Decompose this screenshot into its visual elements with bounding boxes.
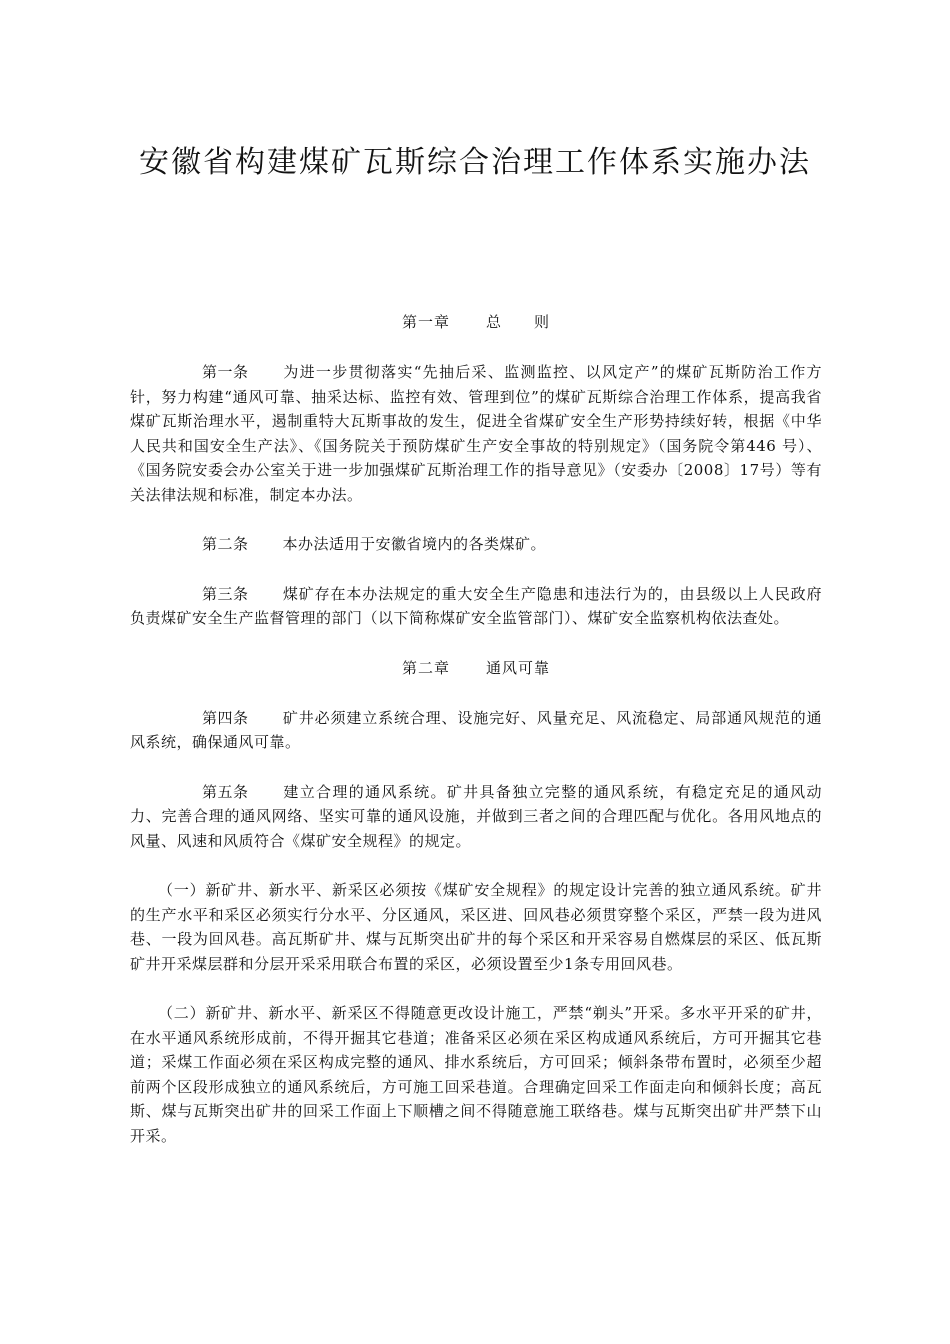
article-paragraph — [130, 582, 822, 631]
clause-text: （二）新矿井、新水平、新采区不得随意更改设计施工，严禁“剃头”开采。多水平开采的矿井，在水平通风系统形成前，不得开掘其它巷道；准备采区必须在采区构成通风系统后，方可开掘其它巷道；采煤工作面必须在采区构成完整的通风、排水系统后，方可回采；倾斜条带布置时，必须至少超前两个区段形成独立的通风系统后，方可施工回采巷道。合理确定回采工作面走向和倾斜长度；高瓦斯、煤与瓦斯突出矿井的回采工作面上下顺槽之间不得随意施工联络巷。煤与瓦斯突出矿井严禁下山开采。 — [130, 1004, 822, 1145]
chapter-number: 第二章 — [401, 658, 450, 677]
chapter-number: 第一章 — [401, 313, 450, 331]
article-text: 煤矿存在本办法规定的重大安全生产隐患和违法行为的，由县级以上人民政府负责煤矿安全生产监督管理的部门（以下简称煤矿安全监管部门）、煤矿安全监察机构依法查处。 — [130, 584, 822, 627]
article-number: 第三条 — [202, 584, 249, 603]
chapter-heading-2 — [130, 656, 822, 680]
article-text: 矿井必须建立系统合理、设施完好、风量充足、风流稳定、局部通风规范的通风系统，确保通风可靠。 — [130, 708, 822, 751]
document-title: 安徽省构建煤矿瓦斯综合治理工作体系实施办法 — [139, 145, 811, 180]
article-paragraph — [130, 706, 822, 755]
article-text: 建立合理的通风系统。矿井具备独立完整的通风系统，有稳定充足的通风动力、完善合理的通风网络、坚实可靠的通风设施，并做到三者之间的合理匹配与优化。各用风地点的风量、风速和风质符合《煤矿安全规程》的规定。 — [130, 782, 822, 850]
article-paragraph — [130, 360, 822, 507]
clause-text: （一）新矿井、新水平、新采区必须按《煤矿安全规程》的规定设计完善的独立通风系统。矿井的生产水平和采区必须实行分水平、分区通风，采区进、回风巷必须贯穿整个采区，严禁一段为进风巷、一段为回风巷。高瓦斯矿井、煤与瓦斯突出矿井的每个采区和开采容易自燃煤层的采区、低瓦斯矿井开采煤层群和分层开采采用联合布置的采区，必须设置至少1条专用回风巷。 — [130, 881, 822, 973]
article-text: 为进一步贯彻落实“先抽后采、监测监控、以风定产”的煤矿瓦斯防治工作方针，努力构建“通风可靠、抽采达标、监控有效、管理到位”的煤矿瓦斯综合治理工作体系，提高我省煤矿瓦斯治理水平，遏制重特大瓦斯事故的发生，促进全省煤矿安全生产形势持续好转，根据《中华人民共和国安全生产法》、《国务院关于预防煤矿生产安全事故的特别规定》（国务院令第446 号）、《国务院安委会办公室关于进一步加强煤矿瓦斯治理工作的指导意见》（安委办〔2008〕17号）等有关法律法规和标准，制定本办法。 — [130, 363, 822, 504]
article-paragraph — [130, 780, 822, 854]
article-number: 第二条 — [202, 535, 249, 553]
chapter-title: 总 则 — [486, 313, 551, 331]
chapter-title: 通风可靠 — [486, 658, 551, 677]
clause-paragraph — [130, 878, 822, 976]
article-paragraph — [130, 532, 822, 557]
article-text: 本办法适用于安徽省境内的各类煤矿。 — [282, 535, 547, 553]
article-number: 第四条 — [202, 708, 249, 727]
clause-paragraph — [130, 1001, 822, 1148]
document-body — [130, 310, 822, 1173]
article-number: 第一条 — [202, 363, 249, 381]
article-number: 第五条 — [202, 782, 249, 801]
chapter-heading-1 — [130, 310, 822, 334]
